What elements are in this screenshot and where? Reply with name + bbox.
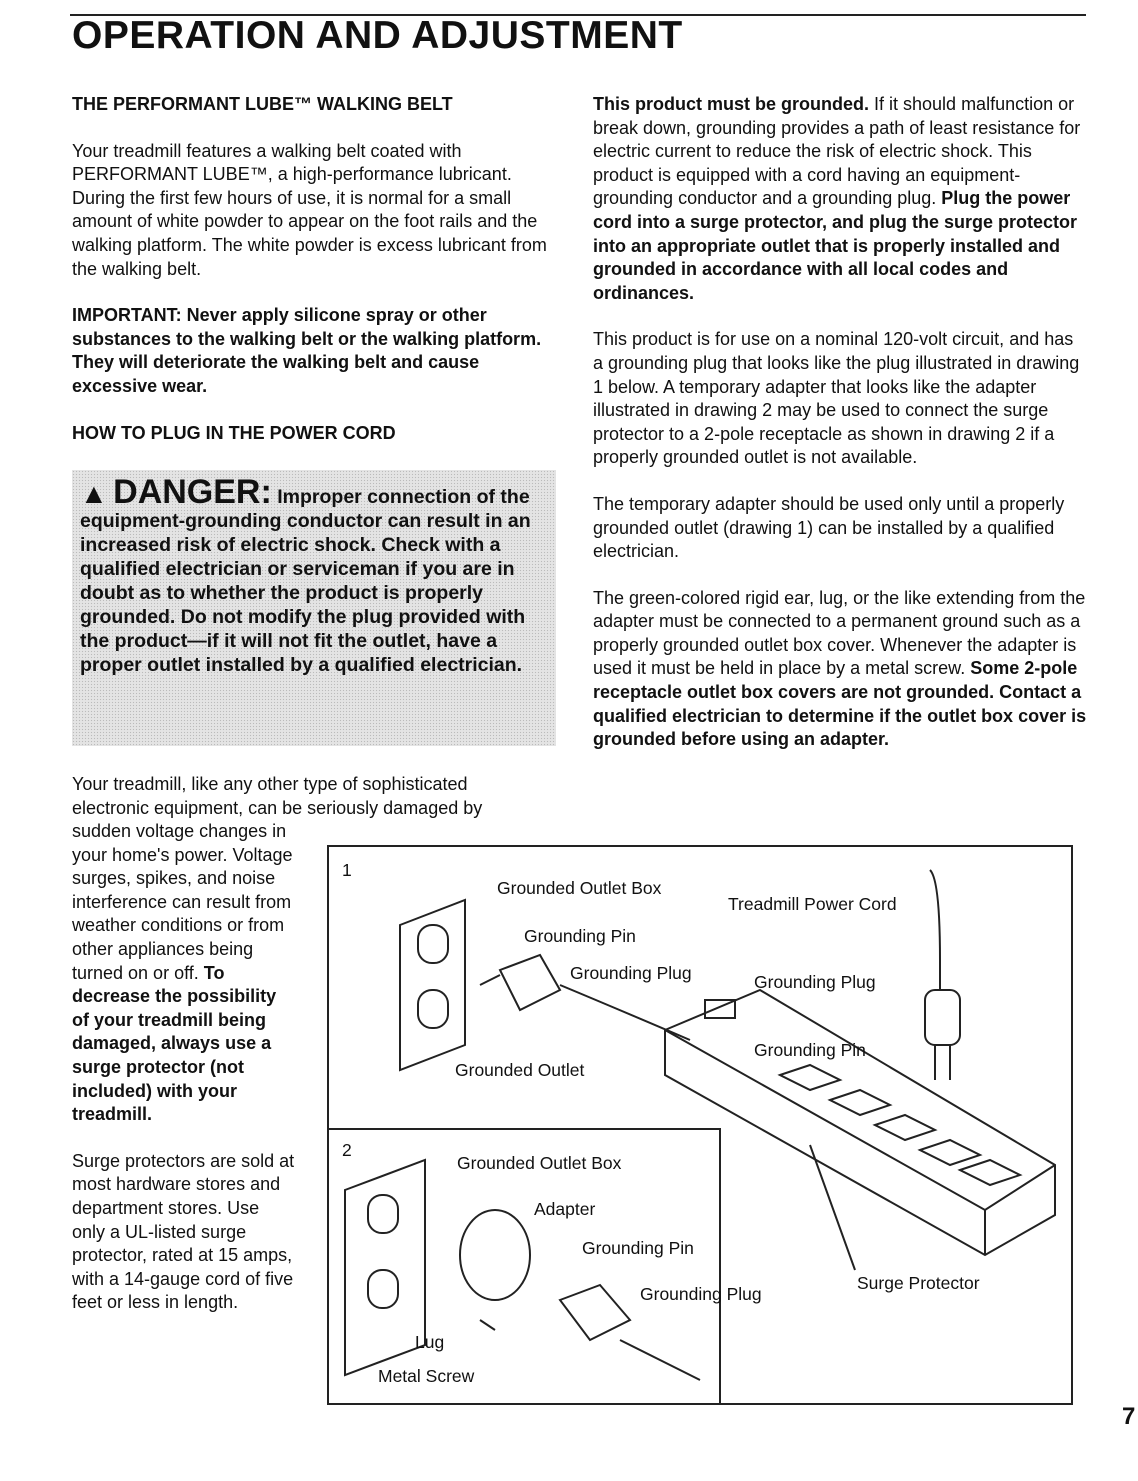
- label-lug: Lug: [415, 1332, 445, 1352]
- page-number: 7: [1122, 1403, 1136, 1430]
- surge-advice: To decrease the possibility of your treadmill being damaged, always use a surge protector (not included) with your treadmill.: [72, 962, 277, 1125]
- label-grounding-plug-2: Grounding Plug: [640, 1284, 762, 1304]
- drawing-1-number: 1: [342, 860, 352, 880]
- circuit-text: This product is for use on a nominal 120-volt circuit, and has a grounding plug that looks like the plug illustrated in drawing 1 below. A temporary adapter that looks like the adapter illustrated in drawing 2 may be used to connect the surge protector to a 2-pole receptacle as shown in drawing 2 if a properly grounded outlet is not available.: [593, 329, 1080, 468]
- lube-paragraph: Your treadmill features a walking belt coated with PERFORMANT LUBE™, a high-performance lubricant. During the first few hours of use, it is normal for a small amount of white powder to appear on the foot rails and the walking platform. The white powder is excess lubricant from the walking belt.: [72, 140, 547, 279]
- surge-protector-strip: [665, 870, 1055, 1270]
- heading-lube: THE PERFORMANT LUBE™ WALKING BELT: [72, 94, 453, 114]
- grounded-warning: This product must be grounded.: [593, 94, 869, 114]
- plug-instruction: Plug the power cord into a surge protector, and plug the surge protector into an appropriate outlet that is properly installed and grounded in accordance with all local codes and ordinances.: [593, 188, 1078, 303]
- label-surge-protector: Surge Protector: [857, 1273, 980, 1293]
- page-title: OPERATION AND ADJUSTMENT: [72, 14, 683, 57]
- surge-intro: Your treadmill, like any other type of sophisticated electronic equipment, can be seriously damaged by: [72, 774, 483, 818]
- warning-icon: ▲: [80, 478, 108, 509]
- label-grounded-outlet: Grounded Outlet: [455, 1060, 585, 1080]
- drawing-2-adapter: [345, 1160, 700, 1380]
- danger-word: DANGER:: [113, 473, 272, 511]
- surge-para: sudden voltage changes in your home's power. Voltage surges, spikes, and noise interference can result from weather conditions or from other appliances being turned on or off.: [72, 821, 293, 983]
- drawing-2-number: 2: [342, 1140, 352, 1160]
- label-grounding-pin-surge: Grounding Pin: [754, 1040, 866, 1060]
- label-grounding-pin-1: Grounding Pin: [524, 926, 636, 946]
- label-power-cord: Treadmill Power Cord: [728, 894, 897, 914]
- important-note: IMPORTANT: Never apply silicone spray or other substances to the walking belt or the walking platform. They will deteriorate the walking belt and cause excessive wear.: [72, 305, 542, 396]
- label-grounding-pin-2: Grounding Pin: [582, 1238, 694, 1258]
- label-grounding-plug-1: Grounding Plug: [570, 963, 692, 983]
- adapter-text: The temporary adapter should be used only until a properly grounded outlet (drawing 1) can be installed by a qualified electrician.: [593, 493, 1065, 562]
- surge-spec: Surge protectors are sold at most hardware stores and department stores. Use only a UL-listed surge protector, rated at 15 amps, with a 14-gauge cord of five feet or less in length.: [72, 1150, 295, 1313]
- lug-text: The green-colored rigid ear, lug, or the like extending from the adapter must be connected to a permanent ground such as a properly grounded outlet box cover. Whenever the adapter is used it must be held in place by a metal screw.: [593, 587, 1086, 679]
- grounding-text: If it should malfunction or break down, grounding provides a path of least resistance for electric current to reduce the risk of electric shock. This product is equipped with a cord having an equipment-grounding conductor and a grounding plug.: [593, 94, 1081, 209]
- heading-power-cord: HOW TO PLUG IN THE POWER CORD: [72, 422, 396, 443]
- label-grounded-outlet-box-2: Grounded Outlet Box: [457, 1153, 622, 1173]
- label-grounded-outlet-box-1: Grounded Outlet Box: [497, 878, 662, 898]
- label-grounding-plug-surge: Grounding Plug: [754, 972, 876, 992]
- label-metal-screw: Metal Screw: [378, 1366, 475, 1386]
- danger-message: Improper connection of the equipment-grounding conductor can result in an increased risk of electric shock. Check with a qualified electrician or serviceman if you are in doubt as to whether the product is properly grounded. Do not modify the plug provided with the product—if it will not fit the outlet, have a proper outlet installed by a qualified electrician.: [80, 486, 531, 676]
- box-cover-warning: Some 2-pole receptacle outlet box covers are not grounded. Contact a qualified electrician to determine if the outlet box cover is grounded before using an adapter.: [593, 658, 1087, 750]
- label-adapter: Adapter: [534, 1199, 596, 1219]
